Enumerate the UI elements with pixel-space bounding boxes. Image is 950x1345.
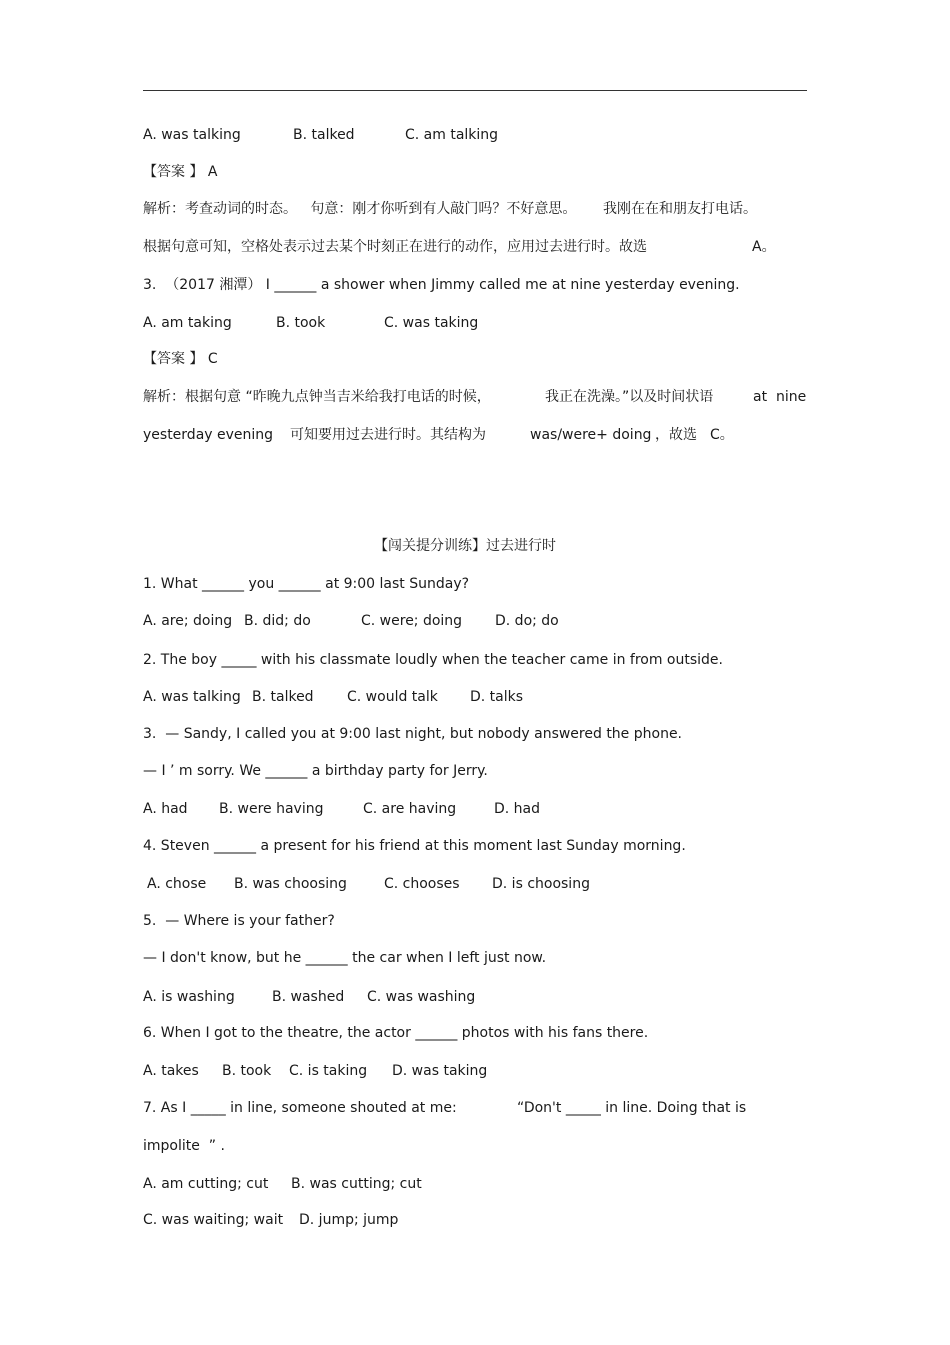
exercise-q5-stem-line2: — I don't know, but he ______ the car when I left just now.	[143, 950, 547, 966]
q2-option-a: A. was talking	[143, 127, 241, 143]
exercise-title: 【闯关提分训练】过去进行时	[374, 538, 556, 554]
exercise-q6-stem: 6. When I got to the theatre, the actor ______ photos with his fans there.	[143, 1025, 649, 1041]
q3-analysis-part2: 我正在洗澡。”以及时间状语	[545, 389, 714, 405]
q3-answer: 【答案 】 C	[143, 351, 218, 367]
exercise-q3-option-c: C. are having	[363, 801, 457, 817]
q3-analysis-part6: was/were+ doing	[530, 427, 652, 443]
exercise-q7-stem-line2: impolite ” .	[143, 1138, 225, 1154]
exercise-q7-option-b: B. was cutting; cut	[291, 1176, 422, 1192]
header-rule	[143, 90, 807, 91]
exercise-q2-stem: 2. The boy _____ with his classmate loudly when the teacher came in from outside.	[143, 652, 723, 668]
q2-answer: 【答案 】 A	[143, 164, 218, 180]
exercise-q3-stem-line1: 3. — Sandy, I called you at 9:00 last night, but nobody answered the phone.	[143, 726, 683, 742]
q3-analysis-part1: 解析：根据句意 “昨晚九点钟当吉米给我打电话的时候，	[143, 389, 491, 405]
q3-stem: 3. （2017 湘潭） I ______ a shower when Jimmy called me at nine yesterday evening.	[143, 277, 740, 293]
exercise-q5-option-b: B. washed	[272, 989, 345, 1005]
exercise-q4-option-a: A. chose	[147, 876, 207, 892]
exercise-q7-stem-part1: 7. As I _____ in line, someone shouted at me:	[143, 1100, 457, 1116]
exercise-q3-option-d: D. had	[494, 801, 541, 817]
exercise-q6-option-a: A. takes	[143, 1063, 199, 1079]
exercise-q1-option-a: A. are; doing	[143, 613, 233, 629]
exercise-q1-stem: 1. What ______ you ______ at 9:00 last Sunday?	[143, 576, 470, 592]
q2-analysis-choice: A。	[752, 239, 776, 255]
q3-analysis-part4: yesterday evening	[143, 427, 274, 443]
exercise-q7-option-d: D. jump; jump	[299, 1212, 399, 1228]
q2-option-c: C. am talking	[405, 127, 499, 143]
exercise-q4-stem: 4. Steven ______ a present for his friend at this moment last Sunday morning.	[143, 838, 686, 854]
q3-option-b: B. took	[276, 315, 326, 331]
exercise-q5-stem-line1: 5. — Where is your father?	[143, 913, 335, 929]
q3-analysis-part5: 可知要用过去进行时。其结构为	[290, 427, 486, 443]
exercise-q4-option-c: C. chooses	[384, 876, 460, 892]
exercise-q2-option-a: A. was talking	[143, 689, 241, 705]
exercise-q1-option-d: D. do; do	[495, 613, 559, 629]
exercise-q3-stem-line2: — I ’ m sorry. We ______ a birthday party for Jerry.	[143, 763, 488, 779]
q3-analysis-part3: at nine	[753, 389, 807, 405]
exercise-q2-option-b: B. talked	[252, 689, 314, 705]
q2-option-b: B. talked	[293, 127, 355, 143]
exercise-q4-option-d: D. is choosing	[492, 876, 590, 892]
q2-analysis-line2: 根据句意可知，空格处表示过去某个时刻正在进行的动作，应用过去进行时。故选	[143, 239, 647, 255]
exercise-q3-option-a: A. had	[143, 801, 188, 817]
q2-analysis-line1: 解析：考查动词的时态。 句意：刚才你听到有人敲门吗？不好意思。 我刚在在和朋友打电话。	[143, 201, 758, 217]
q3-analysis-part7: ，故选	[655, 427, 697, 443]
exercise-q1-option-b: B. did; do	[244, 613, 311, 629]
exercise-q7-stem-part2: “Don't _____ in line. Doing that is	[517, 1100, 747, 1116]
exercise-q6-option-c: C. is taking	[289, 1063, 368, 1079]
exercise-q4-option-b: B. was choosing	[234, 876, 347, 892]
exercise-q2-option-d: D. talks	[470, 689, 524, 705]
exercise-q1-option-c: C. were; doing	[361, 613, 463, 629]
exercise-q5-option-c: C. was washing	[367, 989, 476, 1005]
exercise-q3-option-b: B. were having	[219, 801, 324, 817]
exercise-q7-option-a: A. am cutting; cut	[143, 1176, 269, 1192]
exercise-q7-option-c: C. was waiting; wait	[143, 1212, 284, 1228]
exercise-q6-option-d: D. was taking	[392, 1063, 488, 1079]
exercise-q2-option-c: C. would talk	[347, 689, 438, 705]
exercise-q5-option-a: A. is washing	[143, 989, 235, 1005]
q3-analysis-part8: C。	[710, 427, 734, 443]
q3-option-a: A. am taking	[143, 315, 232, 331]
exercise-q6-option-b: B. took	[222, 1063, 272, 1079]
q3-option-c: C. was taking	[384, 315, 479, 331]
